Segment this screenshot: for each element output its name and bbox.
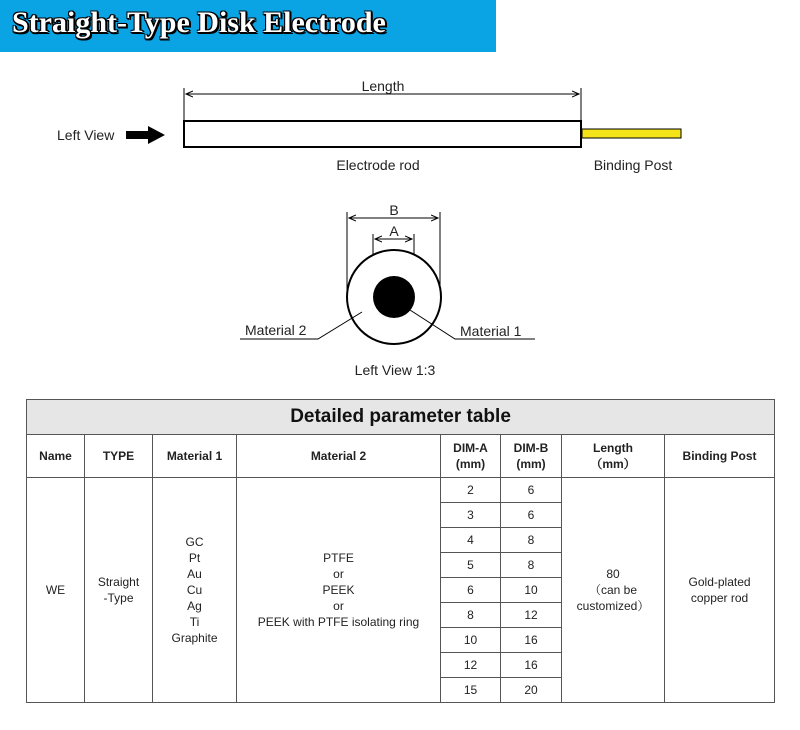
cell-dim-a: 15 xyxy=(441,678,501,703)
material-1-item: Ag xyxy=(187,599,202,613)
header-dim-b-unit: (mm) xyxy=(516,457,546,471)
header-dim-b-line: DIM-B xyxy=(513,441,549,455)
header-length-line: Length xyxy=(593,441,633,455)
header-name: Name xyxy=(27,435,85,478)
cell-length-line: customized） xyxy=(576,599,650,613)
left-view-arrow-icon xyxy=(126,126,165,144)
cell-binding-post-line: copper rod xyxy=(690,591,749,605)
cell-dim-a: 2 xyxy=(441,478,501,503)
material-2-item: PTFE xyxy=(323,551,354,565)
header-dim-b xyxy=(501,435,562,478)
header-binding-post: Binding Post xyxy=(665,435,775,478)
cell-binding-post-line: Gold-plated xyxy=(688,575,751,589)
cell-dim-a: 8 xyxy=(441,603,501,628)
header-dim-a xyxy=(441,435,501,478)
left-view-label: Left View xyxy=(57,127,115,143)
cell-name: WE xyxy=(27,478,85,703)
parameter-table xyxy=(26,399,775,703)
material-1-disk xyxy=(373,276,415,318)
material-1-item: Pt xyxy=(188,551,201,565)
cell-dim-a: 10 xyxy=(441,628,501,653)
electrode-rod xyxy=(184,121,581,147)
cell-type xyxy=(85,478,153,703)
header-type: TYPE xyxy=(85,435,153,478)
material-1-item: Cu xyxy=(186,583,203,597)
cell-dim-b: 12 xyxy=(501,603,562,628)
cell-dim-b: 20 xyxy=(501,678,562,703)
cell-dim-b: 16 xyxy=(501,628,562,653)
material-1-label: Material 1 xyxy=(460,323,522,339)
dim-a-label: A xyxy=(389,223,399,239)
material-2-item: PEEK with PTFE isolating ring xyxy=(257,615,420,629)
cell-length xyxy=(562,478,665,703)
material-2-item: or xyxy=(333,599,344,613)
page-title: Straight-Type Disk Electrode xyxy=(12,6,386,39)
header-length xyxy=(562,435,665,478)
cell-dim-b: 10 xyxy=(501,578,562,603)
material-1-item: Graphite xyxy=(171,631,218,645)
cell-binding-post xyxy=(665,478,775,703)
table-row xyxy=(27,478,775,503)
cell-dim-a: 3 xyxy=(441,503,501,528)
header-length-unit: （mm） xyxy=(590,457,636,471)
electrode-rod-label: Electrode rod xyxy=(336,157,420,173)
table-title: Detailed parameter table xyxy=(27,400,775,435)
cell-dim-b: 16 xyxy=(501,653,562,678)
material-2-item: PEEK xyxy=(322,583,355,597)
header-dim-a-unit: (mm) xyxy=(455,457,486,471)
material-1-item: Ti xyxy=(189,615,200,629)
cell-length-line: （can be xyxy=(588,583,638,597)
binding-post xyxy=(582,129,681,138)
cell-type-line: -Type xyxy=(103,591,134,605)
cell-dim-a: 5 xyxy=(441,553,501,578)
parameter-table-wrap xyxy=(26,399,774,703)
material-1-item: Au xyxy=(187,567,202,581)
cell-dim-a: 12 xyxy=(441,653,501,678)
cell-type-line: Straight xyxy=(97,575,140,589)
material-1-item: GC xyxy=(185,535,204,549)
cell-dim-a: 4 xyxy=(441,528,501,553)
material-2-item: or xyxy=(333,567,344,581)
cell-material-1 xyxy=(153,478,237,703)
dim-b-label: B xyxy=(389,202,399,218)
header-material-2: Material 2 xyxy=(237,435,441,478)
cell-dim-b: 8 xyxy=(501,528,562,553)
cell-material-2 xyxy=(237,478,441,703)
material-2-label: Material 2 xyxy=(245,322,307,338)
cell-dim-a: 6 xyxy=(441,578,501,603)
header-material-1: Material 1 xyxy=(153,435,237,478)
cell-length-line: 80 xyxy=(606,567,620,581)
length-label: Length xyxy=(361,78,405,94)
left-view-scale-label: Left View 1:3 xyxy=(354,362,436,378)
cell-dim-b: 6 xyxy=(501,503,562,528)
binding-post-label: Binding Post xyxy=(593,157,673,173)
cell-dim-b: 6 xyxy=(501,478,562,503)
header-dim-a-line: DIM-A xyxy=(453,441,488,455)
cell-dim-b: 8 xyxy=(501,553,562,578)
